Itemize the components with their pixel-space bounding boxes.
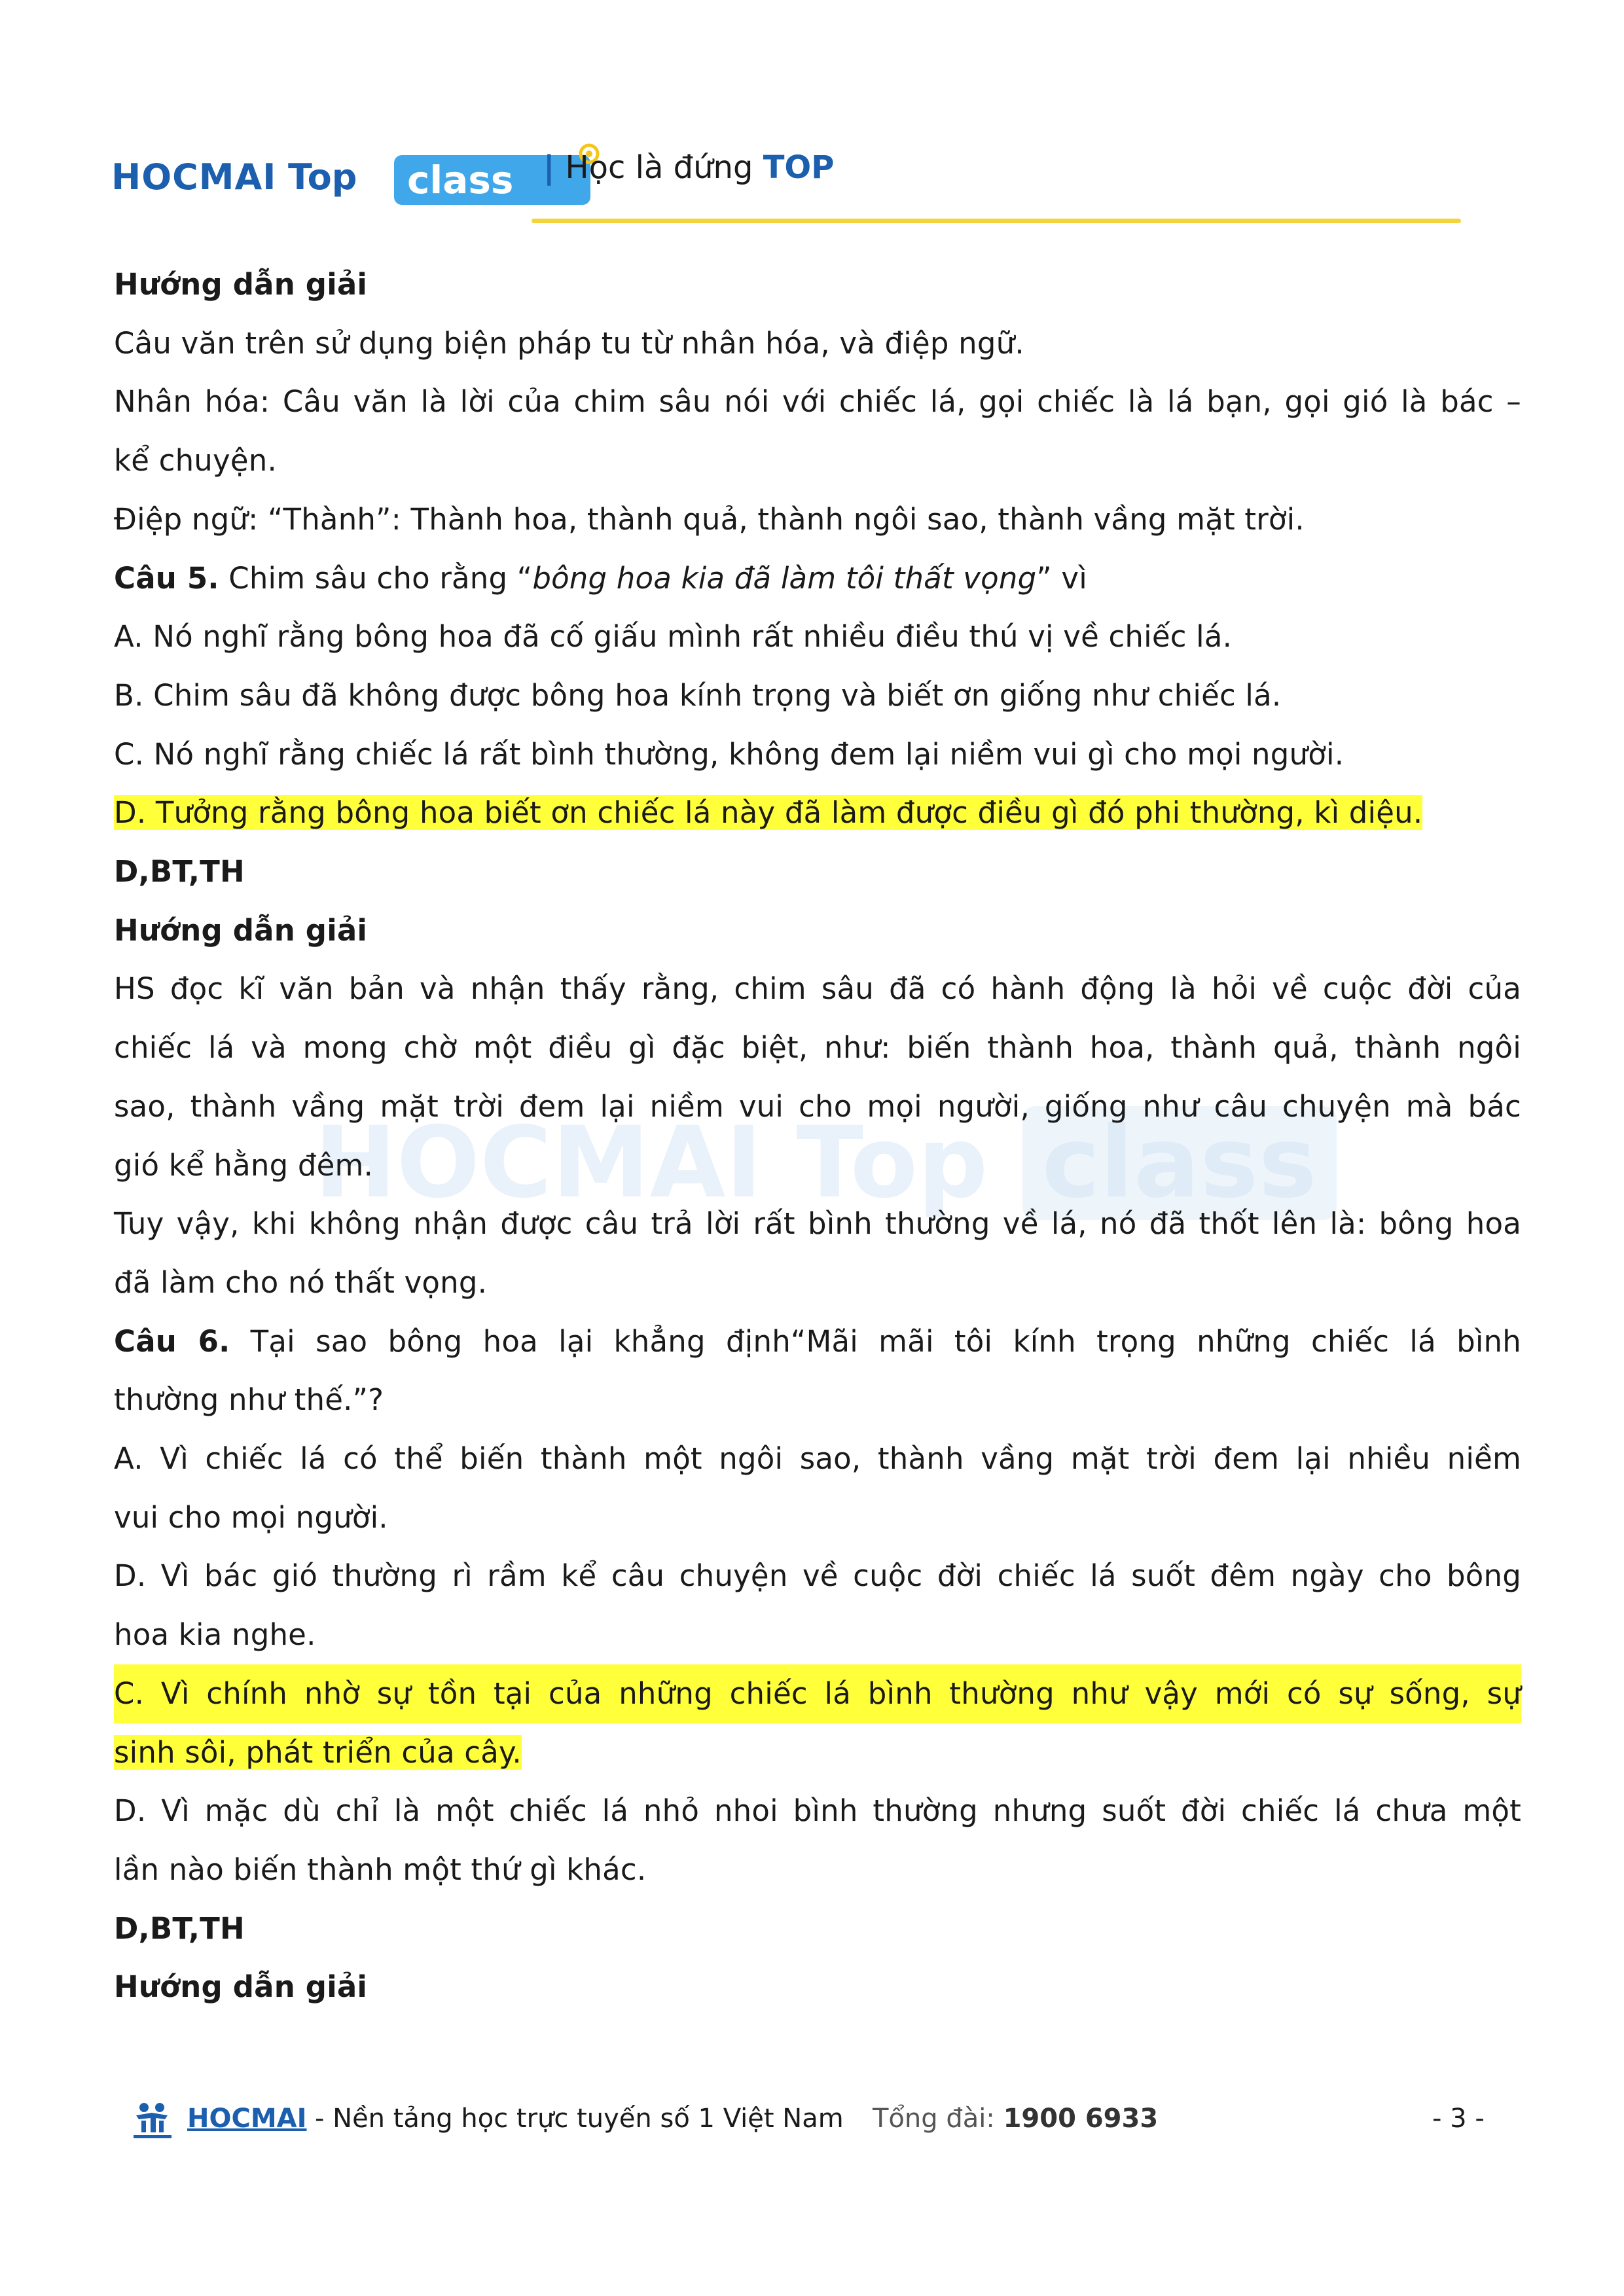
page-footer: [130, 2101, 1504, 2140]
paragraph-line: Tuy vậy, khi không nhận được câu trả lời rất bình thường về lá, nó đã thốt lên là: bông hoa: [114, 1206, 1521, 1242]
paragraph-line: Điệp ngữ: “Thành”: Thành hoa, thành quả, thành ngôi sao, thành vầng mặt trời.: [114, 501, 1305, 537]
question-text: ” vì: [1036, 560, 1087, 596]
option-a: A. Vì chiếc lá có thể biến thành một ngôi sao, thành vầng mặt trời đem lại nhiều niềm: [114, 1441, 1521, 1477]
option-d-correct: D. Tưởng rằng bông hoa biết ơn chiếc lá này đã làm được điều gì đó phi thường, kì diệu.: [114, 795, 1423, 831]
footer-hotline: [873, 2104, 1158, 2134]
paragraph-line: HS đọc kĩ văn bản và nhận thấy rằng, chim sâu đã có hành động là hỏi về cuộc đời của: [114, 971, 1521, 1007]
paragraph-line: kể chuyện.: [114, 443, 277, 478]
watermark-top: Top: [796, 1106, 988, 1220]
hotline-number: 1900 6933: [1003, 2104, 1159, 2134]
option-c-correct: sinh sôi, phát triển của cây.: [114, 1734, 522, 1770]
option-d: lần nào biến thành một thứ gì khác.: [114, 1852, 647, 1887]
logo-hocmai-text: HOCMAI: [111, 156, 277, 198]
question-text: Tại sao bông hoa lại khẳng định“Mãi mãi tôi kính trọng những chiếc lá bình: [230, 1323, 1521, 1359]
footer-brand-link[interactable]: HOCMAI: [187, 2104, 307, 2134]
paragraph-line: đã làm cho nó thất vọng.: [114, 1265, 488, 1300]
question-label: Câu 5.: [114, 560, 219, 596]
answer-key: D,BT,TH: [114, 854, 245, 889]
question-5: [114, 549, 1521, 608]
paragraph-line: Câu văn trên sử dụng biện pháp tu từ nhân hóa, và điệp ngữ.: [114, 325, 1024, 361]
question-text: thường như thế.”?: [114, 1382, 384, 1418]
watermark-class: class: [1022, 1106, 1337, 1220]
question-quote: bông hoa kia đã làm tôi thất vọng: [532, 560, 1037, 596]
option-c: C. Nó nghĩ rằng chiếc lá rất bình thường, không đem lại niềm vui gì cho mọi người.: [114, 736, 1344, 772]
answer-key: D,BT,TH: [114, 1910, 245, 1946]
question-label: Câu 6.: [114, 1323, 230, 1359]
document-body: [114, 255, 1521, 2017]
guide-heading: Hướng dẫn giải: [114, 912, 368, 948]
paragraph-line: chiếc lá và mong chờ một điều gì đặc biệt, như: biến thành hoa, thành quả, thành ngôi: [114, 1030, 1521, 1066]
tagline-text: Học là đứng: [565, 149, 763, 186]
hocmai-people-icon: [130, 2101, 175, 2140]
header-tagline: [543, 149, 834, 186]
guide-heading: Hướng dẫn giải: [114, 267, 368, 302]
question-text: Chim sâu cho rằng “: [219, 560, 533, 596]
logo-class-text: class: [407, 158, 514, 202]
guide-heading: Hướng dẫn giải: [114, 1969, 368, 2005]
hotline-label: Tổng đài:: [873, 2104, 1003, 2134]
tagline-emphasis: TOP: [763, 149, 835, 186]
logo-top-text: Top: [288, 156, 357, 198]
question-6: [114, 1312, 1521, 1371]
paragraph-line: gió kể hằng đêm.: [114, 1147, 374, 1183]
option-d: D. Vì mặc dù chỉ là một chiếc lá nhỏ nhoi bình thường nhưng suốt đời chiếc lá chưa một: [114, 1793, 1521, 1829]
option-d: D. Vì bác gió thường rì rầm kể câu chuyện về cuộc đời chiếc lá suốt đêm ngày cho bông: [114, 1558, 1521, 1594]
paragraph-line: sao, thành vầng mặt trời đem lại niềm vui cho mọi người, giống như câu chuyện mà bác: [114, 1088, 1521, 1124]
option-d: hoa kia nghe.: [114, 1617, 316, 1653]
watermark-hocmai: HOCMAI: [314, 1106, 763, 1220]
page-number: - 3 -: [1432, 2104, 1485, 2134]
option-a: vui cho mọi người.: [114, 1499, 388, 1535]
option-a: A. Nó nghĩ rằng bông hoa đã cố giấu mình rất nhiều điều thú vị về chiếc lá.: [114, 619, 1233, 655]
tagline-separator: |: [543, 149, 555, 186]
footer-description: - Nền tảng học trực tuyến số 1 Việt Nam: [315, 2104, 844, 2134]
option-b: B. Chim sâu đã không được bông hoa kính trọng và biết ơn giống như chiếc lá.: [114, 677, 1282, 713]
option-c-correct: C. Vì chính nhờ sự tồn tại của những chiếc lá bình thường như vậy mới có sự sống, sự: [114, 1664, 1521, 1723]
header-divider: [532, 219, 1461, 223]
paragraph-line: Nhân hóa: Câu văn là lời của chim sâu nói với chiếc lá, gọi chiếc là lá bạn, gọi gió là bác –: [114, 384, 1521, 420]
